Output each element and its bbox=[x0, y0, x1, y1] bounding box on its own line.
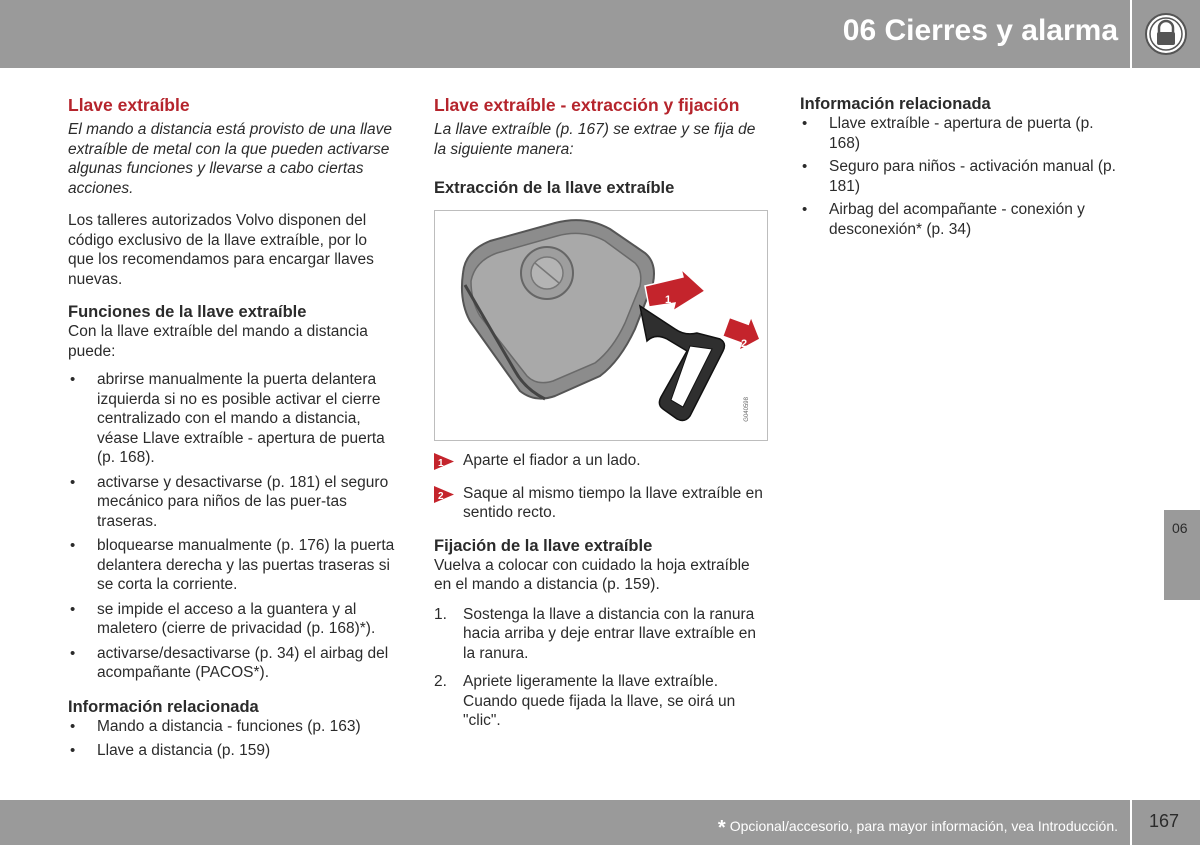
list-item: • abrirse manualmente la puerta delantera izquierda si no es posible activar el cierre centralizado con el mando a distancia, véase Llave extraíble - apertura de puerta (p. 168). bbox=[68, 370, 396, 468]
heading-related-info: Información relacionada bbox=[800, 95, 991, 113]
chapter-icon-box bbox=[1132, 0, 1200, 68]
related-link[interactable]: • Airbag del acompañante - conexión y desconexión* (p. 34) bbox=[800, 200, 1120, 239]
page-footer bbox=[0, 800, 1130, 845]
intro-text: El mando a distancia está provisto de una llave extraíble de metal con la que pueden activarse algunas funciones y llevarse a cabo ciertas acciones. bbox=[68, 121, 392, 197]
related-link[interactable]: • Llave extraíble - apertura de puerta (p. 168) bbox=[800, 114, 1120, 153]
list-item: • activarse/desactivarse (p. 34) el airbag del acompañante (PACOS*). bbox=[68, 644, 396, 683]
marker-number: 2 bbox=[438, 490, 444, 502]
column-3 bbox=[800, 94, 1120, 243]
chapter-tab-label: 06 bbox=[1172, 520, 1188, 536]
asterisk-symbol: * bbox=[717, 817, 726, 839]
heading-extraccion: Extracción de la llave extraíble bbox=[434, 179, 675, 197]
fixing-steps bbox=[434, 605, 766, 731]
step-number: 2. bbox=[434, 673, 447, 690]
step-text: Sostenga la llave a distancia con la ranura hacia arriba y deje entrar llave extraíble en la ranura. bbox=[463, 605, 756, 662]
footer-note bbox=[718, 814, 1118, 837]
section-title-extraccion-fijacion: Llave extraíble - extracción y fijación bbox=[434, 95, 740, 115]
step-number: 1. bbox=[434, 605, 447, 623]
heading-related-info: Información relacionada bbox=[68, 697, 259, 716]
intro-text: La llave extraíble (p. 167) se extrae y se fija de la siguiente manera: bbox=[434, 121, 756, 158]
marker-text: Aparte el fiador a un lado. bbox=[463, 452, 641, 469]
step-marker-icon bbox=[434, 486, 454, 503]
related-list bbox=[800, 114, 1120, 239]
paragraph-talleres: Los talleres autorizados Volvo disponen del código exclusivo de la llave extraíble, por lo que los recomendamos para encargar llaves nuevas. bbox=[68, 212, 374, 288]
remote-key-drawing bbox=[435, 211, 767, 440]
related-list bbox=[68, 717, 396, 761]
marker-row bbox=[434, 484, 766, 523]
chapter-title: 06 Cierres y alarma bbox=[842, 14, 1118, 47]
column-1 bbox=[68, 94, 396, 766]
figure-code: G040598 bbox=[743, 397, 750, 422]
step-marker-icon bbox=[434, 453, 454, 470]
page-number: 167 bbox=[1149, 811, 1180, 831]
page-number-box bbox=[1132, 800, 1200, 845]
step-item bbox=[434, 605, 766, 664]
marker-number: 1 bbox=[438, 458, 444, 469]
list-item: • activarse y desactivarse (p. 181) el seguro mecánico para niños de las puer-tas traseras. bbox=[68, 473, 396, 532]
marker-row bbox=[434, 451, 766, 471]
lock-icon bbox=[1144, 12, 1188, 56]
fixing-intro: Vuelva a colocar con cuidado la hoja extraíble en el mando a distancia (p. 159). bbox=[434, 556, 750, 593]
list-item: • bloquearse manualmente (p. 176) la puerta delantera derecha y las puertas traseras si se corta la corriente. bbox=[68, 536, 396, 595]
figure-label-2: 2 bbox=[741, 338, 748, 350]
step-item bbox=[434, 672, 766, 731]
heading-funciones: Funciones de la llave extraíble bbox=[68, 303, 307, 321]
related-link[interactable]: • Llave a distancia (p. 159) bbox=[68, 741, 396, 761]
related-link[interactable]: • Mando a distancia - funciones (p. 163) bbox=[68, 717, 396, 737]
step-text: Apriete ligeramente la llave extraíble. Cuando quede fijada la llave, se oirá un "clic". bbox=[463, 673, 736, 729]
related-link[interactable]: • Seguro para niños - activación manual (p. 181) bbox=[800, 157, 1120, 196]
figure-label-1: 1 bbox=[665, 294, 672, 306]
list-item: • se impide el acceso a la guantera y al maletero (cierre de privacidad (p. 168)*). bbox=[68, 600, 396, 639]
marker-list bbox=[434, 451, 766, 523]
chapter-side-tab[interactable] bbox=[1164, 510, 1200, 600]
column-2 bbox=[434, 94, 766, 740]
functions-list bbox=[68, 370, 396, 683]
functions-intro: Con la llave extraíble del mando a distancia puede: bbox=[68, 323, 368, 360]
key-extraction-illustration bbox=[434, 210, 768, 441]
heading-fijacion: Fijación de la llave extraíble bbox=[434, 536, 653, 555]
chapter-header bbox=[0, 0, 1130, 68]
marker-text: Saque al mismo tiempo la llave extraíble en sentido recto. bbox=[463, 484, 763, 521]
section-title-llave-extraible: Llave extraíble bbox=[68, 95, 190, 115]
footer-note-text: Opcional/accesorio, para mayor información, vea Introducción. bbox=[729, 818, 1118, 834]
